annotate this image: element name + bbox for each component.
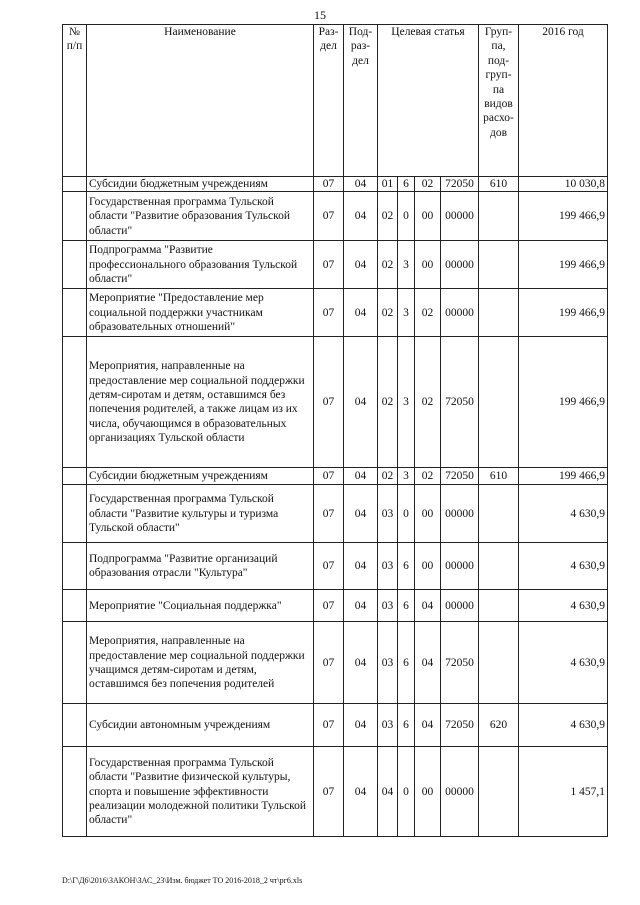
row-value: 199 466,9 bbox=[519, 337, 608, 468]
table-body bbox=[63, 177, 608, 837]
row-cs-program: 04 bbox=[378, 747, 398, 837]
row-cs-program: 03 bbox=[378, 485, 398, 543]
row-gruppa: 610 bbox=[479, 177, 519, 192]
row-cs-direction: 00000 bbox=[441, 747, 479, 837]
row-number bbox=[63, 704, 87, 747]
row-gruppa bbox=[479, 289, 519, 337]
row-razdel: 07 bbox=[314, 747, 344, 837]
row-razdel: 07 bbox=[314, 337, 344, 468]
row-cs-direction: 00000 bbox=[441, 241, 479, 289]
row-number bbox=[63, 192, 87, 241]
table-row bbox=[63, 747, 608, 837]
table-row bbox=[63, 543, 608, 590]
table-header-row bbox=[63, 25, 608, 177]
row-name: Субсидии бюджетным учреждениям bbox=[87, 177, 314, 192]
row-podrazdel: 04 bbox=[344, 543, 378, 590]
row-cs-program: 03 bbox=[378, 543, 398, 590]
row-gruppa: 620 bbox=[479, 704, 519, 747]
row-name: Мероприятия, направленные на предоставление мер социальной поддержки детям-сиротам и детям, оставшимся без попечения родителей, а также лицам из их числа, обучающимся в образовательных организациях Тульской области bbox=[87, 337, 314, 468]
row-cs-subprogram: 6 bbox=[398, 590, 415, 622]
row-value: 4 630,9 bbox=[519, 590, 608, 622]
row-cs-subprogram: 6 bbox=[398, 622, 415, 704]
row-name: Государственная программа Тульской области "Развитие культуры и туризма Тульской области" bbox=[87, 485, 314, 543]
row-name: Подпрограмма "Развитие профессионального образования Тульской области" bbox=[87, 241, 314, 289]
row-cs-program: 02 bbox=[378, 468, 398, 485]
row-number bbox=[63, 177, 87, 192]
row-cs-direction: 72050 bbox=[441, 177, 479, 192]
row-cs-subprogram: 0 bbox=[398, 485, 415, 543]
row-cs-program: 02 bbox=[378, 289, 398, 337]
row-cs-event: 00 bbox=[415, 192, 441, 241]
row-razdel: 07 bbox=[314, 192, 344, 241]
row-cs-subprogram: 6 bbox=[398, 543, 415, 590]
row-value: 10 030,8 bbox=[519, 177, 608, 192]
row-razdel: 07 bbox=[314, 177, 344, 192]
row-podrazdel: 04 bbox=[344, 337, 378, 468]
row-number bbox=[63, 622, 87, 704]
row-cs-event: 02 bbox=[415, 289, 441, 337]
row-cs-direction: 72050 bbox=[441, 468, 479, 485]
row-number bbox=[63, 590, 87, 622]
table-row bbox=[63, 590, 608, 622]
row-gruppa bbox=[479, 543, 519, 590]
table-row bbox=[63, 192, 608, 241]
row-podrazdel: 04 bbox=[344, 704, 378, 747]
table-row bbox=[63, 337, 608, 468]
row-razdel: 07 bbox=[314, 485, 344, 543]
table-row bbox=[63, 468, 608, 485]
row-cs-direction: 72050 bbox=[441, 622, 479, 704]
row-gruppa bbox=[479, 747, 519, 837]
budget-table bbox=[62, 24, 608, 837]
header-razdel: Раз- дел bbox=[314, 25, 344, 177]
row-cs-direction: 72050 bbox=[441, 704, 479, 747]
row-cs-direction: 00000 bbox=[441, 485, 479, 543]
row-value: 199 466,9 bbox=[519, 289, 608, 337]
row-cs-direction: 00000 bbox=[441, 590, 479, 622]
row-number bbox=[63, 241, 87, 289]
row-cs-subprogram: 3 bbox=[398, 468, 415, 485]
row-podrazdel: 04 bbox=[344, 590, 378, 622]
row-number bbox=[63, 543, 87, 590]
row-cs-event: 04 bbox=[415, 622, 441, 704]
row-cs-program: 03 bbox=[378, 704, 398, 747]
row-gruppa bbox=[479, 485, 519, 543]
row-value: 4 630,9 bbox=[519, 622, 608, 704]
row-podrazdel: 04 bbox=[344, 177, 378, 192]
row-podrazdel: 04 bbox=[344, 747, 378, 837]
row-cs-direction: 72050 bbox=[441, 337, 479, 468]
row-name: Государственная программа Тульской области "Развитие образования Тульской области" bbox=[87, 192, 314, 241]
row-podrazdel: 04 bbox=[344, 485, 378, 543]
row-cs-subprogram: 3 bbox=[398, 289, 415, 337]
row-cs-subprogram: 0 bbox=[398, 747, 415, 837]
row-number bbox=[63, 468, 87, 485]
row-cs-program: 02 bbox=[378, 241, 398, 289]
row-cs-program: 02 bbox=[378, 337, 398, 468]
row-cs-subprogram: 0 bbox=[398, 192, 415, 241]
row-razdel: 07 bbox=[314, 704, 344, 747]
row-value: 199 466,9 bbox=[519, 241, 608, 289]
row-cs-program: 01 bbox=[378, 177, 398, 192]
row-razdel: 07 bbox=[314, 241, 344, 289]
row-podrazdel: 04 bbox=[344, 289, 378, 337]
row-name: Мероприятие "Предоставление мер социальной поддержки участникам образовательных отношений" bbox=[87, 289, 314, 337]
row-podrazdel: 04 bbox=[344, 622, 378, 704]
row-cs-subprogram: 3 bbox=[398, 337, 415, 468]
row-cs-event: 00 bbox=[415, 241, 441, 289]
row-gruppa: 610 bbox=[479, 468, 519, 485]
row-podrazdel: 04 bbox=[344, 468, 378, 485]
row-cs-program: 02 bbox=[378, 192, 398, 241]
row-cs-event: 04 bbox=[415, 704, 441, 747]
row-cs-subprogram: 6 bbox=[398, 177, 415, 192]
row-gruppa bbox=[479, 590, 519, 622]
row-razdel: 07 bbox=[314, 468, 344, 485]
row-gruppa bbox=[479, 622, 519, 704]
row-razdel: 07 bbox=[314, 590, 344, 622]
row-name: Подпрограмма "Развитие организаций образования отрасли "Культура" bbox=[87, 543, 314, 590]
file-path-footer: D:\Г\Д6\2016\ЗАКОН\ЗАС_23\Изм. бюджет ТО 2016-2018_2 чт\рг6.xls bbox=[62, 876, 303, 885]
row-cs-program: 03 bbox=[378, 590, 398, 622]
row-number bbox=[63, 747, 87, 837]
row-name: Субсидии бюджетным учреждениям bbox=[87, 468, 314, 485]
row-podrazdel: 04 bbox=[344, 241, 378, 289]
row-cs-subprogram: 6 bbox=[398, 704, 415, 747]
row-cs-direction: 00000 bbox=[441, 192, 479, 241]
row-value: 199 466,9 bbox=[519, 468, 608, 485]
row-name: Мероприятия, направленные на предоставление мер социальной поддержки учащимся детям-сиротам и детям, оставшимся без попечения родителей bbox=[87, 622, 314, 704]
row-razdel: 07 bbox=[314, 543, 344, 590]
row-number bbox=[63, 337, 87, 468]
row-cs-direction: 00000 bbox=[441, 543, 479, 590]
row-value: 199 466,9 bbox=[519, 192, 608, 241]
row-name: Мероприятие "Социальная поддержка" bbox=[87, 590, 314, 622]
row-name: Государственная программа Тульской области "Развитие физической культуры, спорта и повышение эффективности реализации молодежной политики Тульской области" bbox=[87, 747, 314, 837]
row-name: Субсидии автономным учреждениям bbox=[87, 704, 314, 747]
table-row bbox=[63, 485, 608, 543]
row-podrazdel: 04 bbox=[344, 192, 378, 241]
row-number bbox=[63, 485, 87, 543]
table-row bbox=[63, 622, 608, 704]
row-gruppa bbox=[479, 192, 519, 241]
header-celevaya-statya: Целевая статья bbox=[378, 25, 479, 177]
row-value: 1 457,1 bbox=[519, 747, 608, 837]
row-cs-program: 03 bbox=[378, 622, 398, 704]
table-row bbox=[63, 177, 608, 192]
row-gruppa bbox=[479, 337, 519, 468]
header-year: 2016 год bbox=[519, 25, 608, 177]
row-razdel: 07 bbox=[314, 622, 344, 704]
row-value: 4 630,9 bbox=[519, 704, 608, 747]
row-cs-event: 02 bbox=[415, 337, 441, 468]
header-gruppa: Груп- па, под- груп- па видов расхо- дов bbox=[479, 25, 519, 177]
row-cs-event: 02 bbox=[415, 468, 441, 485]
table-row bbox=[63, 289, 608, 337]
row-cs-event: 00 bbox=[415, 485, 441, 543]
row-cs-subprogram: 3 bbox=[398, 241, 415, 289]
row-cs-event: 00 bbox=[415, 543, 441, 590]
row-cs-event: 00 bbox=[415, 747, 441, 837]
table-row bbox=[63, 704, 608, 747]
page-number: 15 bbox=[314, 8, 326, 22]
row-gruppa bbox=[479, 241, 519, 289]
row-value: 4 630,9 bbox=[519, 485, 608, 543]
row-cs-direction: 00000 bbox=[441, 289, 479, 337]
header-name: Наименование bbox=[87, 25, 314, 177]
header-podrazdel: Под- раз- дел bbox=[344, 25, 378, 177]
row-number bbox=[63, 289, 87, 337]
row-cs-event: 04 bbox=[415, 590, 441, 622]
header-num: № п/п bbox=[63, 25, 87, 177]
row-cs-event: 02 bbox=[415, 177, 441, 192]
table-row bbox=[63, 241, 608, 289]
row-value: 4 630,9 bbox=[519, 543, 608, 590]
row-razdel: 07 bbox=[314, 289, 344, 337]
